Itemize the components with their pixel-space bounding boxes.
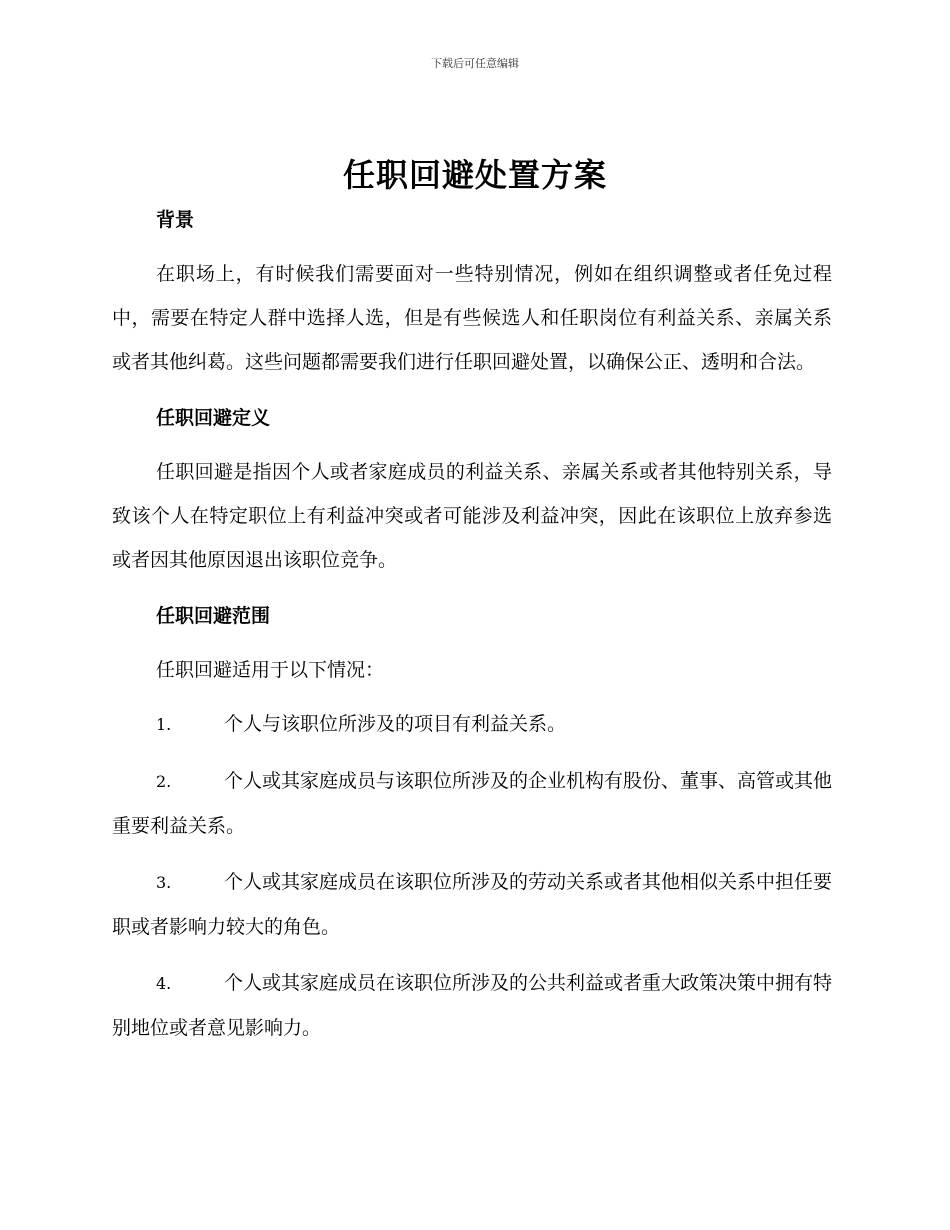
list-number: 4. [156,974,172,993]
list-text: 个人或其家庭成员在该职位所涉及的公共利益或者重大政策决策中拥有特别地位或者意见影响力。 [112,972,833,1039]
list-item [112,702,832,747]
section-scope [112,596,832,1050]
list-number: 1. [156,715,172,734]
list-text: 个人或其家庭成员与该职位所涉及的企业机构有股份、董事、高管或其他重要利益关系。 [112,770,833,837]
list-number: 3. [156,873,172,892]
list-item [112,759,832,848]
section-heading: 任职回避范围 [156,605,271,627]
list-text: 个人与该职位所涉及的项目有利益关系。 [224,713,567,735]
list-item [112,860,832,949]
header-note: 下载后可任意编辑 [431,57,519,70]
document-body [112,200,832,1050]
list-item [112,961,832,1050]
document-title: 任职回避处置方案 [342,156,607,194]
section-definition [112,398,832,582]
section-intro: 任职回避适用于以下情况： [156,659,385,681]
list-number: 2. [156,772,172,791]
list-text: 个人或其家庭成员在该职位所涉及的劳动关系或者其他相似关系中担任要职或者影响力较大的角色。 [112,871,833,938]
section-paragraph: 在职场上，有时候我们需要面对一些特别情况，例如在组织调整或者任免过程中，需要在特定人群中选择人选，但是有些候选人和任职岗位有利益关系、亲属关系或者其他纠葛。这些问题都需要我们进行任职回避处置，以确保公正、透明和合法。 [112,263,832,373]
section-heading: 任职回避定义 [156,407,271,429]
section-paragraph: 任职回避是指因个人或者家庭成员的利益关系、亲属关系或者其他特别关系，导致该个人在特定职位上有利益冲突或者可能涉及利益冲突，因此在该职位上放弃参选或者因其他原因退出该职位竞争。 [112,461,832,571]
section-heading: 背景 [156,209,195,231]
section-background [112,200,832,384]
